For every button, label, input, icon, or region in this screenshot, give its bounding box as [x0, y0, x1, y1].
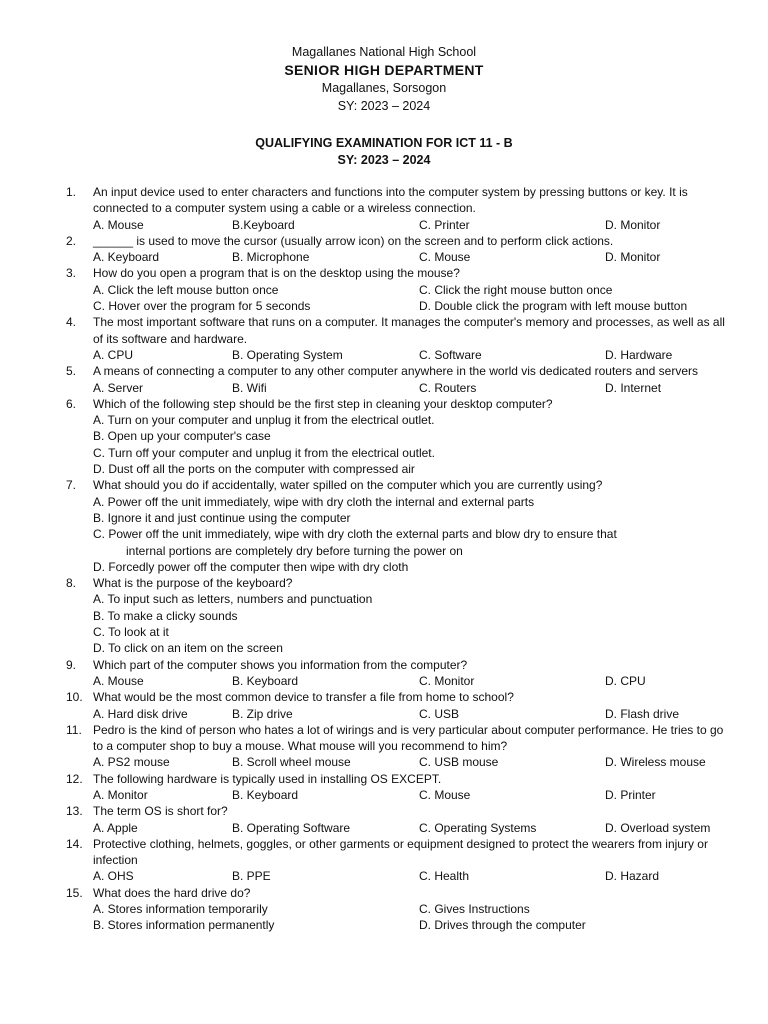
answer-option: A. Click the left mouse button once [93, 282, 279, 297]
question-line [66, 657, 726, 673]
answer-option: C. Health [419, 869, 470, 884]
answer-option: D. Hardware [605, 347, 673, 362]
answer-option: C. Operating Systems [419, 820, 537, 835]
question-item [66, 689, 726, 722]
answer-option: D. Hazard [605, 869, 660, 884]
answer-option: A. PS2 mouse [93, 755, 170, 770]
answer-option: A. Mouse [93, 217, 144, 232]
question-line [66, 575, 726, 591]
answer-option: D. Dust off all the ports on the computer with compressed air [93, 462, 415, 477]
answer-option: D. Monitor [605, 250, 661, 265]
question-number: 9. [66, 657, 77, 672]
question-item [66, 885, 726, 934]
answer-options [66, 380, 726, 396]
question-line [66, 265, 726, 281]
answer-option: A. To input such as letters, numbers and punctuation [93, 592, 373, 607]
answer-option: C. USB [419, 706, 460, 721]
question-line [66, 771, 726, 787]
answer-option: B. Wifi [232, 380, 267, 395]
question-number: 2. [66, 233, 77, 248]
school-location: Magallanes, Sorsogon [321, 81, 447, 95]
answer-option: D. Printer [605, 787, 656, 802]
question-line [66, 314, 726, 347]
answer-options [66, 673, 726, 689]
question-text: The following hardware is typically used in installing OS EXCEPT. [93, 771, 442, 786]
answer-option: A. Keyboard [93, 250, 160, 265]
question-number: 8. [66, 576, 77, 591]
question-item [66, 722, 726, 771]
answer-option: B. Keyboard [232, 787, 299, 802]
question-number: 3. [66, 266, 77, 281]
exam-school-year: SY: 2023 – 2024 [337, 153, 431, 167]
question-text: A means of connecting a computer to any other computer anywhere in the world vis dedicated routers and servers [93, 364, 698, 379]
question-number: 12. [66, 771, 83, 786]
answer-option: C. To look at it [93, 625, 169, 640]
exam-title: QUALIFYING EXAMINATION FOR ICT 11 - B [255, 136, 513, 150]
question-number: 5. [66, 364, 77, 379]
question-line [66, 885, 726, 901]
question-number: 4. [66, 315, 77, 330]
question-line [66, 836, 726, 869]
answer-option: C. Monitor [419, 673, 475, 688]
answer-option: D. Flash drive [605, 706, 680, 721]
question-item [66, 363, 726, 396]
answer-option: A. Turn on your computer and unplug it from the electrical outlet. [93, 413, 435, 428]
question-text: What would be the most common device to transfer a file from home to school? [93, 690, 514, 705]
answer-option: D. Double click the program with left mouse button [419, 299, 688, 314]
question-number: 15. [66, 885, 83, 900]
question-item [66, 396, 726, 477]
question-item [66, 477, 726, 575]
answer-option: D. Wireless mouse [605, 755, 706, 770]
answer-option: C. Mouse [419, 787, 471, 802]
answer-options [66, 282, 726, 315]
answer-option: B. Zip drive [232, 706, 293, 721]
question-text: Protective clothing, helmets, goggles, or other garments or equipment designed to protect the wearers from injury or infection [93, 836, 708, 868]
question-number: 10. [66, 690, 83, 705]
question-number: 11. [66, 722, 82, 737]
answer-option: C. Gives Instructions [419, 902, 530, 917]
question-item [66, 657, 726, 690]
question-text: What should you do if accidentally, water spilled on the computer which you are currently using? [93, 478, 603, 493]
question-line [66, 803, 726, 819]
answer-option: A. Stores information temporarily [93, 902, 268, 917]
answer-options [66, 787, 726, 803]
answer-option: A. Mouse [93, 673, 144, 688]
answer-option: D. Forcedly power off the computer then wipe with dry cloth [93, 559, 409, 574]
answer-option: B. PPE [232, 869, 271, 884]
question-number: 14. [66, 836, 83, 851]
answer-option: D. Internet [605, 380, 662, 395]
answer-options [66, 249, 726, 265]
question-line [66, 477, 726, 493]
answer-option: D. To click on an item on the screen [93, 641, 283, 656]
question-line [66, 233, 726, 249]
answer-option: B. Microphone [232, 250, 310, 265]
question-number: 13. [66, 804, 83, 819]
answer-option: C. Power off the unit immediately, wipe with dry cloth the external parts and blow dry to ensure that [93, 527, 617, 542]
answer-option: C. Printer [419, 217, 470, 232]
question-item [66, 803, 726, 836]
answer-options [66, 217, 726, 233]
question-text: Which of the following step should be the first step in cleaning your desktop computer? [93, 396, 553, 411]
question-text: The most important software that runs on a computer. It manages the computer's memory and processes, as well as all of its software and hardware. [93, 315, 725, 346]
question-line [66, 722, 726, 755]
school-year: SY: 2023 – 2024 [337, 99, 431, 113]
answer-options [66, 591, 726, 656]
question-text: Pedro is the kind of person who hates a lot of wirings and is very particular about computer performance. He tries to go to a computer shop to buy a mouse. What mouse will you recommend to him? [93, 722, 724, 754]
answer-options [66, 820, 726, 836]
answer-option: B. Scroll wheel mouse [232, 755, 351, 770]
answer-option: B.Keyboard [232, 217, 295, 232]
answer-options [66, 412, 726, 477]
document-header [0, 0, 768, 169]
department-name: SENIOR HIGH DEPARTMENT [284, 62, 484, 78]
answer-option: C. Routers [419, 380, 477, 395]
answer-option: C. Software [419, 347, 482, 362]
question-number: 7. [66, 478, 77, 493]
question-line [66, 396, 726, 412]
school-name: Magallanes National High School [291, 45, 477, 59]
question-text: The term OS is short for? [93, 804, 228, 819]
exam-heading [0, 135, 768, 169]
question-item [66, 575, 726, 656]
answer-option: B. Ignore it and just continue using the computer [93, 510, 351, 525]
question-text: An input device used to enter characters and functions into the computer system by pressing buttons or key. It is connected to a computer system using a cable or a wireless connection. [93, 185, 688, 216]
question-line [66, 363, 726, 379]
answer-option: C. Turn off your computer and unplug it from the electrical outlet. [93, 445, 435, 460]
answer-options [66, 706, 726, 722]
answer-option: A. Server [93, 380, 144, 395]
answer-option: B. Stores information permanently [93, 918, 275, 933]
question-item [66, 314, 726, 363]
question-text: Which part of the computer shows you information from the computer? [93, 657, 468, 672]
answer-options [66, 868, 726, 884]
answer-option: internal portions are completely dry before turning the power on [126, 543, 463, 558]
answer-option: D. Drives through the computer [419, 918, 586, 933]
answer-option: C. Hover over the program for 5 seconds [93, 299, 311, 314]
question-list [66, 184, 726, 934]
answer-option: A. Hard disk drive [93, 706, 188, 721]
answer-options [66, 901, 726, 934]
answer-option: C. Mouse [419, 250, 471, 265]
answer-option: B. Operating System [232, 347, 343, 362]
answer-options [66, 347, 726, 363]
answer-option: D. CPU [605, 673, 646, 688]
answer-option: A. Apple [93, 820, 138, 835]
answer-options [66, 494, 726, 575]
question-item [66, 836, 726, 885]
answer-option: A. Monitor [93, 787, 148, 802]
question-text: How do you open a program that is on the desktop using the mouse? [93, 266, 460, 281]
question-text: ______ is used to move the cursor (usually arrow icon) on the screen and to perform click actions. [93, 233, 614, 248]
question-text: What is the purpose of the keyboard? [93, 576, 293, 591]
answer-option: B. To make a clicky sounds [93, 608, 238, 623]
answer-option: D. Monitor [605, 217, 661, 232]
answer-option: B. Open up your computer's case [93, 429, 271, 444]
question-number: 1. [66, 185, 77, 199]
question-number: 6. [66, 396, 77, 411]
question-line [66, 689, 726, 705]
answer-option: B. Keyboard [232, 673, 299, 688]
answer-option: A. OHS [93, 869, 134, 884]
answer-option: A. CPU [93, 347, 134, 362]
answer-option: B. Operating Software [232, 820, 351, 835]
question-item [66, 265, 726, 314]
answer-option: A. Power off the unit immediately, wipe with dry cloth the internal and external parts [93, 494, 535, 509]
question-line [66, 184, 726, 217]
answer-options [66, 754, 726, 770]
answer-option: D. Overload system [605, 820, 711, 835]
question-item [66, 771, 726, 804]
question-item [66, 184, 726, 233]
question-text: What does the hard drive do? [93, 885, 251, 900]
answer-option: C. USB mouse [419, 755, 499, 770]
answer-option: C. Click the right mouse button once [419, 282, 613, 297]
question-item [66, 233, 726, 266]
